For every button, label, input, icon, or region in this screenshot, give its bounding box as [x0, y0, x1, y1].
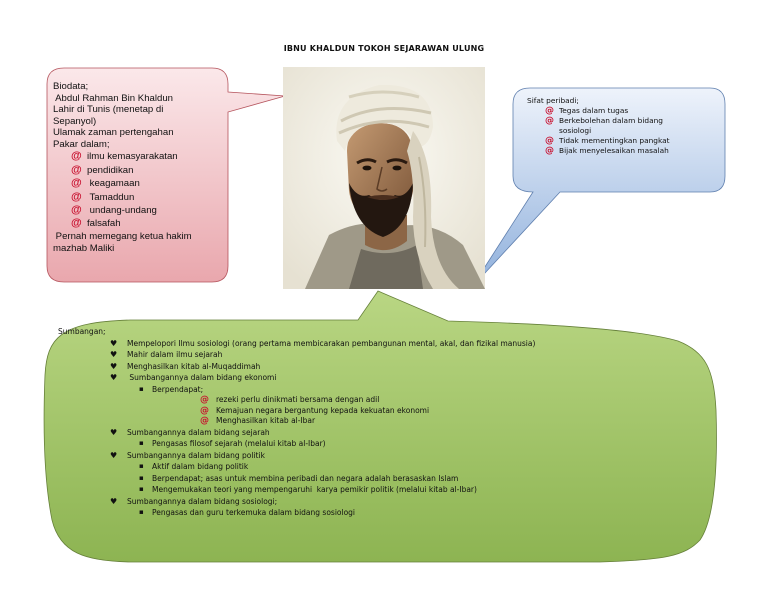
square-bullet-icon: ▪ — [139, 462, 144, 470]
heart-bullet-icon: ♥ — [110, 350, 118, 359]
point-item: @ rezeki perlu dinikmati bersama dengan adil — [200, 395, 380, 405]
list-item: ♥ Sumbangannya dalam bidang politik ▪ Aktif dalam bidang politik ▪ Berpendapat; asas untuk membina peribadi dan negara adalah berasaskan Islam ▪ Mengemukakan teori yang mempengaruhi karya pemikir politik (melalui kitab al-Ibar) — [110, 450, 658, 496]
point-item: @ Kemajuan negara bergantung kepada kekuatan ekonomi — [200, 405, 430, 416]
swirl-bullet-icon: @ — [71, 217, 82, 230]
sifat-text — [527, 96, 712, 156]
swirl-bullet-icon: @ — [71, 177, 82, 190]
sub-list-item: ▪ Berpendapat; asas untuk membina peribadi dan negara adalah berasaskan Islam — [139, 473, 459, 483]
list-item: @ Tidak mementingkan pangkat — [545, 136, 670, 146]
point-list — [152, 395, 658, 427]
sumbangan-list — [58, 338, 658, 519]
square-bullet-icon: ▪ — [139, 473, 144, 482]
list-item: ♥ Sumbangannya dalam bidang sejarah ▪ Pengasas filosof sejarah (melalui kitab al-Ibar) — [110, 427, 658, 450]
page-title: IBNU KHALDUN TOKOH SEJARAWAN ULUNG — [283, 44, 485, 53]
ibnu-khaldun-portrait — [283, 67, 485, 289]
biodata-line: Ulamak zaman pertengahan — [53, 127, 174, 139]
swirl-bullet-icon: @ — [71, 204, 82, 217]
sumbangan-text — [58, 326, 658, 519]
biodata-line: Pakar dalam; — [53, 138, 110, 150]
biodata-line: Sepanyol) — [53, 115, 97, 127]
swirl-bullet-icon: @ — [545, 146, 554, 156]
list-item: ♥ Sumbangannya dalam bidang sosiologi; ▪ Pengasas dan guru terkemuka dalam bidang sosiologi — [110, 496, 658, 519]
square-bullet-icon: ▪ — [139, 384, 144, 393]
heart-bullet-icon: ♥ — [110, 427, 118, 437]
sub-list-item: ▪ Berpendapat; @ rezeki perlu dinikmati bersama dengan adil @ Kemajuan negara bergantung kepada kekuatan ekonomi @ Menghasilkan kitab al-Ibar — [139, 384, 658, 427]
biodata-line: Pernah memegang ketua hakim — [53, 230, 192, 242]
swirl-bullet-icon: @ — [545, 106, 554, 116]
square-bullet-icon: ▪ — [139, 485, 144, 493]
sub-list-item: ▪ Mengemukakan teori yang mempengaruhi karya pemikir politik (melalui kitab al-Ibar) — [139, 485, 477, 494]
sub-list-item: ▪ Pengasas filosof sejarah (melalui kitab al-Ibar) — [139, 439, 326, 448]
sub-list-item: ▪ Pengasas dan guru terkemuka dalam bidang sosiologi — [139, 508, 356, 517]
swirl-bullet-icon: @ — [200, 395, 209, 405]
heart-bullet-icon: ♥ — [110, 496, 118, 506]
biodata-text — [53, 81, 223, 254]
heart-bullet-icon: ♥ — [110, 338, 118, 348]
sub-list — [127, 384, 658, 427]
swirl-bullet-icon: @ — [545, 136, 554, 146]
list-item: @ Bijak menyelesaikan masalah — [545, 146, 669, 156]
point-item: @ Menghasilkan kitab al-Ibar — [200, 416, 316, 426]
list-item: @ Tamaddun — [71, 190, 135, 203]
biodata-line: Abdul Rahman Bin Khaldun — [53, 92, 174, 104]
swirl-bullet-icon: @ — [200, 416, 209, 426]
heart-bullet-icon: ♥ — [110, 373, 118, 382]
sub-list — [127, 461, 658, 496]
swirl-bullet-icon: @ — [71, 150, 82, 163]
list-item: ♥ Sumbangannya dalam bidang ekonomi ▪ Berpendapat; @ rezeki perlu dinikmati bersama dengan adil @ Kemajuan negara bergantung kepada kekuatan ekonomi @ Menghasilkan kitab al-Ibar — [110, 372, 658, 427]
sifat-list — [527, 106, 712, 156]
heart-bullet-icon: ♥ — [110, 450, 118, 460]
biodata-line: Lahir di Tunis (menetap di — [53, 104, 164, 116]
list-item: @ Berkebolehan dalam bidang sosiologi — [545, 116, 663, 135]
biodata-line: mazhab Maliki — [53, 242, 115, 254]
swirl-bullet-icon: @ — [71, 163, 82, 176]
list-item: @ falsafah — [71, 217, 121, 230]
sifat-heading: Sifat peribadi; — [527, 96, 579, 105]
heart-bullet-icon: ♥ — [110, 361, 118, 371]
biodata-line: Biodata; — [53, 81, 89, 92]
swirl-bullet-icon: @ — [71, 190, 82, 203]
square-bullet-icon: ▪ — [139, 439, 144, 447]
expertise-list — [53, 151, 223, 231]
list-item: ♥ Menghasilkan kitab al-Muqaddimah — [110, 361, 261, 371]
swirl-bullet-icon: @ — [200, 405, 209, 416]
list-item: ♥ Mempelopori Ilmu sosiologi (orang pertama membicarakan pembangunan mental, akal, dan fizikal manusia) — [110, 338, 536, 348]
sumbangan-heading: Sumbangan; — [58, 327, 106, 336]
list-item: @ pendidikan — [71, 163, 134, 176]
list-item: @ undang-undang — [71, 204, 157, 217]
sub-list — [127, 438, 658, 450]
square-bullet-icon: ▪ — [139, 508, 144, 516]
sub-list-item: ▪ Aktif dalam bidang politik — [139, 462, 249, 471]
swirl-bullet-icon: @ — [545, 116, 554, 126]
list-item: @ Tegas dalam tugas — [545, 106, 629, 116]
list-item: @ keagamaan — [71, 177, 140, 190]
sub-list — [127, 507, 658, 519]
list-item: ♥ Mahir dalam ilmu sejarah — [110, 350, 223, 359]
list-item: @ ilmu kemasyarakatan — [71, 150, 178, 163]
